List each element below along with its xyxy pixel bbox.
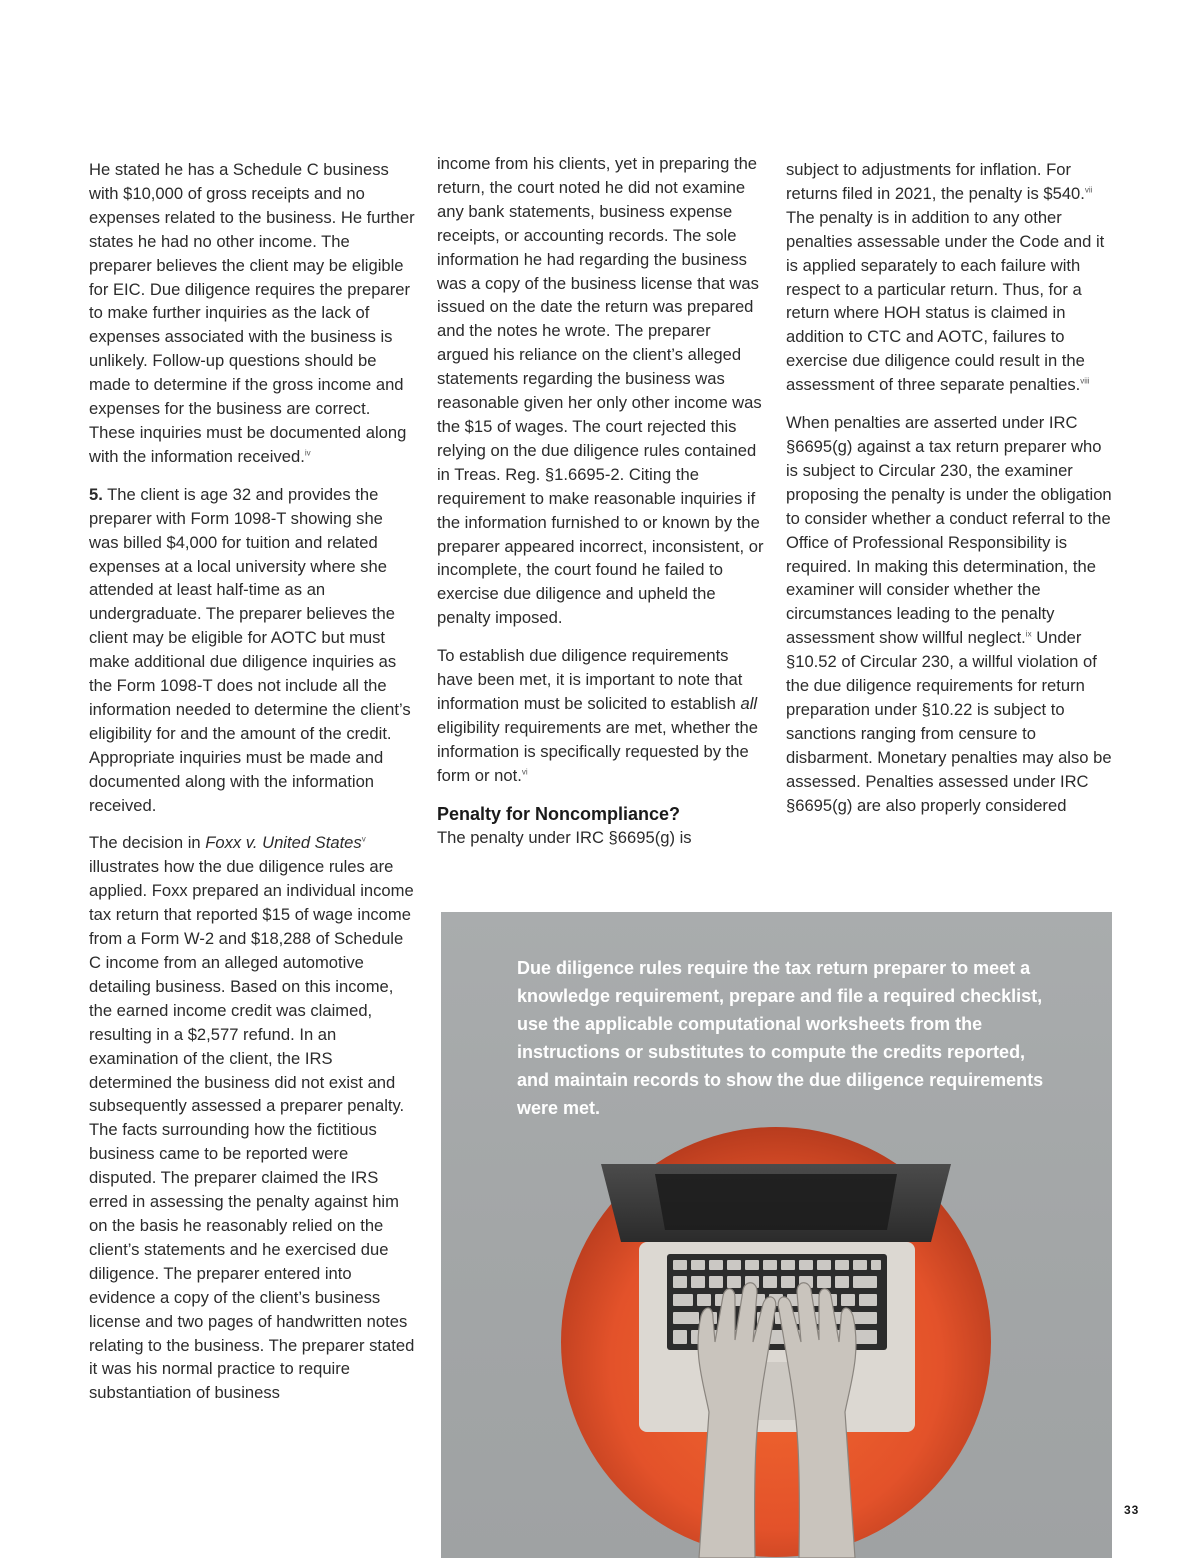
para-text: illustrates how the due diligence rules are applied. Foxx prepared an individual income tax return that reported $15 of wage income from a Form W-2 and $18,288 of Schedule C income from an alleged automotive detailing business. Based on this income, the earned income credit was claimed, resulting in a $2,577 refund. In an examination of the client, the IRS determined the business did not exist and subsequently assessed a preparer penalty. The facts surrounding how the fictitious business came to be reported were disputed. The preparer claimed the IRS erred in assessing the penalty against him on the basis he reasonably relied on the client’s statements and he exercised due diligence. The preparer entered into evidence a copy of the client’s business license and two pages of handwritten notes relating to the business. The preparer stated it was his normal practice to require substantiation of business [89,857,415,1403]
para-text: To establish due diligence requirements have been met, it is important to note that information must be solicited to establish [437,646,743,713]
pull-quote: Due diligence rules require the tax return preparer to meet a knowledge requirement, prepare and file a required checklist, use the applicable computational worksheets from the instructions or substitutes to compute the credits reported, and maintain records to show the due diligence requirements were met. [517,958,1044,1118]
pull-quote-photo [441,912,1112,1558]
paragraph-penalty-continued [786,158,1116,397]
emphasis-all: all [740,693,758,713]
paragraph-4-continued [89,158,417,469]
para-text: He stated he has a Schedule C business with $10,000 of gross receipts and no expenses related to the business. He further states he had no other income. The preparer believes the client may be eligible for EIC. Due diligence requires the preparer to make further inquiries as the lack of expenses associated with the business is unlikely. Follow-up questions should be made to determine if the gross income and expenses for the business are correct. These inquiries must be documented along with the information received. [89,160,415,466]
endnote-marker-iv: iv [304,448,311,458]
endnote-marker-v: v [361,834,366,844]
endnote-marker-vii: vii [1084,185,1093,195]
para-text: eligibility requirements are met, whether the information is specifically requested by the form or not. [437,717,758,785]
para-text: subject to adjustments for inflation. For returns filed in 2021, the penalty is $540. [786,160,1085,203]
column-right [786,158,1116,831]
para-text: Under §10.52 of Circular 230, a willful violation of the due diligence requirements for return preparation under §10.22 is subject to sanctions ranging from censure to disbarment. Monetary penalties may also be assessed. Penalties assessed under IRC §6695(g) are also properly considered [786,628,1112,815]
column-middle [437,152,765,863]
section-heading: Penalty for Noncompliance? [437,803,681,824]
para-text: When penalties are asserted under IRC §6695(g) against a tax return preparer who is subject to Circular 230, the examiner proposing the penalty is under the obligation to consider whether a conduct referral to the Office of Professional Responsibility is required. In making this determination, the examiner will consider whether the circumstances leading to the penalty assessment show willful neglect. [786,413,1112,648]
endnote-marker-vi: vi [521,767,528,777]
paragraph-establish [437,644,765,787]
item-number: 5. [89,484,103,504]
para-text: income from his clients, yet in preparing the return, the court noted he did not examine any bank statements, business expense receipts, or accounting records. The sole information he had regarding the business was a copy of the business license that was issued on the date the return was prepared and the notes he wrote. The preparer argued his reliance on the client’s alleged statements regarding the business was reasonable given her only other income was the $15 of wages. The court rejected this relying on the due diligence rules contained in Treas. Reg. §1.6695-2. Citing the requirement to make reasonable inquiries if the information furnished to or known by the preparer appeared incorrect, inconsistent, or incomplete, the court found he failed to exercise due diligence and upheld the penalty imposed. [437,154,764,628]
endnote-marker-ix: ix [1025,629,1032,639]
para-text: The penalty is in addition to any other penalties assessable under the Code and it is applied separately to each failure with respect to a particular return. Thus, for a return where HOH status is claimed in addition to CTC and AOTC, failures to exercise due diligence could result in the assessment of three separate penalties. [786,207,1105,395]
para-text: The client is age 32 and provides the preparer with Form 1098-T showing she was billed $4,000 for tuition and related expenses at a local university where she attended at least half-time as an undergraduate. The preparer believes the client may be eligible for AOTC but must make additional due diligence inquiries as the Form 1098-T does not include all the information needed to determine the client’s eligibility for and the amount of the credit. Appropriate inquiries must be made and documented along with the information received. [89,484,411,815]
page-number: 33 [1124,1503,1140,1517]
para-lead: The decision in [89,833,206,853]
paragraph-item-5 [89,483,417,818]
paragraph-circular-230 [786,411,1116,817]
para-text: The penalty under IRC §6695(g) is [437,827,692,847]
paragraph-foxx-case [89,831,417,1405]
endnote-marker-viii: viii [1080,376,1090,386]
case-name: Foxx v. United States [205,833,362,853]
column-left [89,158,417,1419]
paragraph-foxx-continued [437,152,765,630]
paragraph-penalty-start [437,826,765,850]
